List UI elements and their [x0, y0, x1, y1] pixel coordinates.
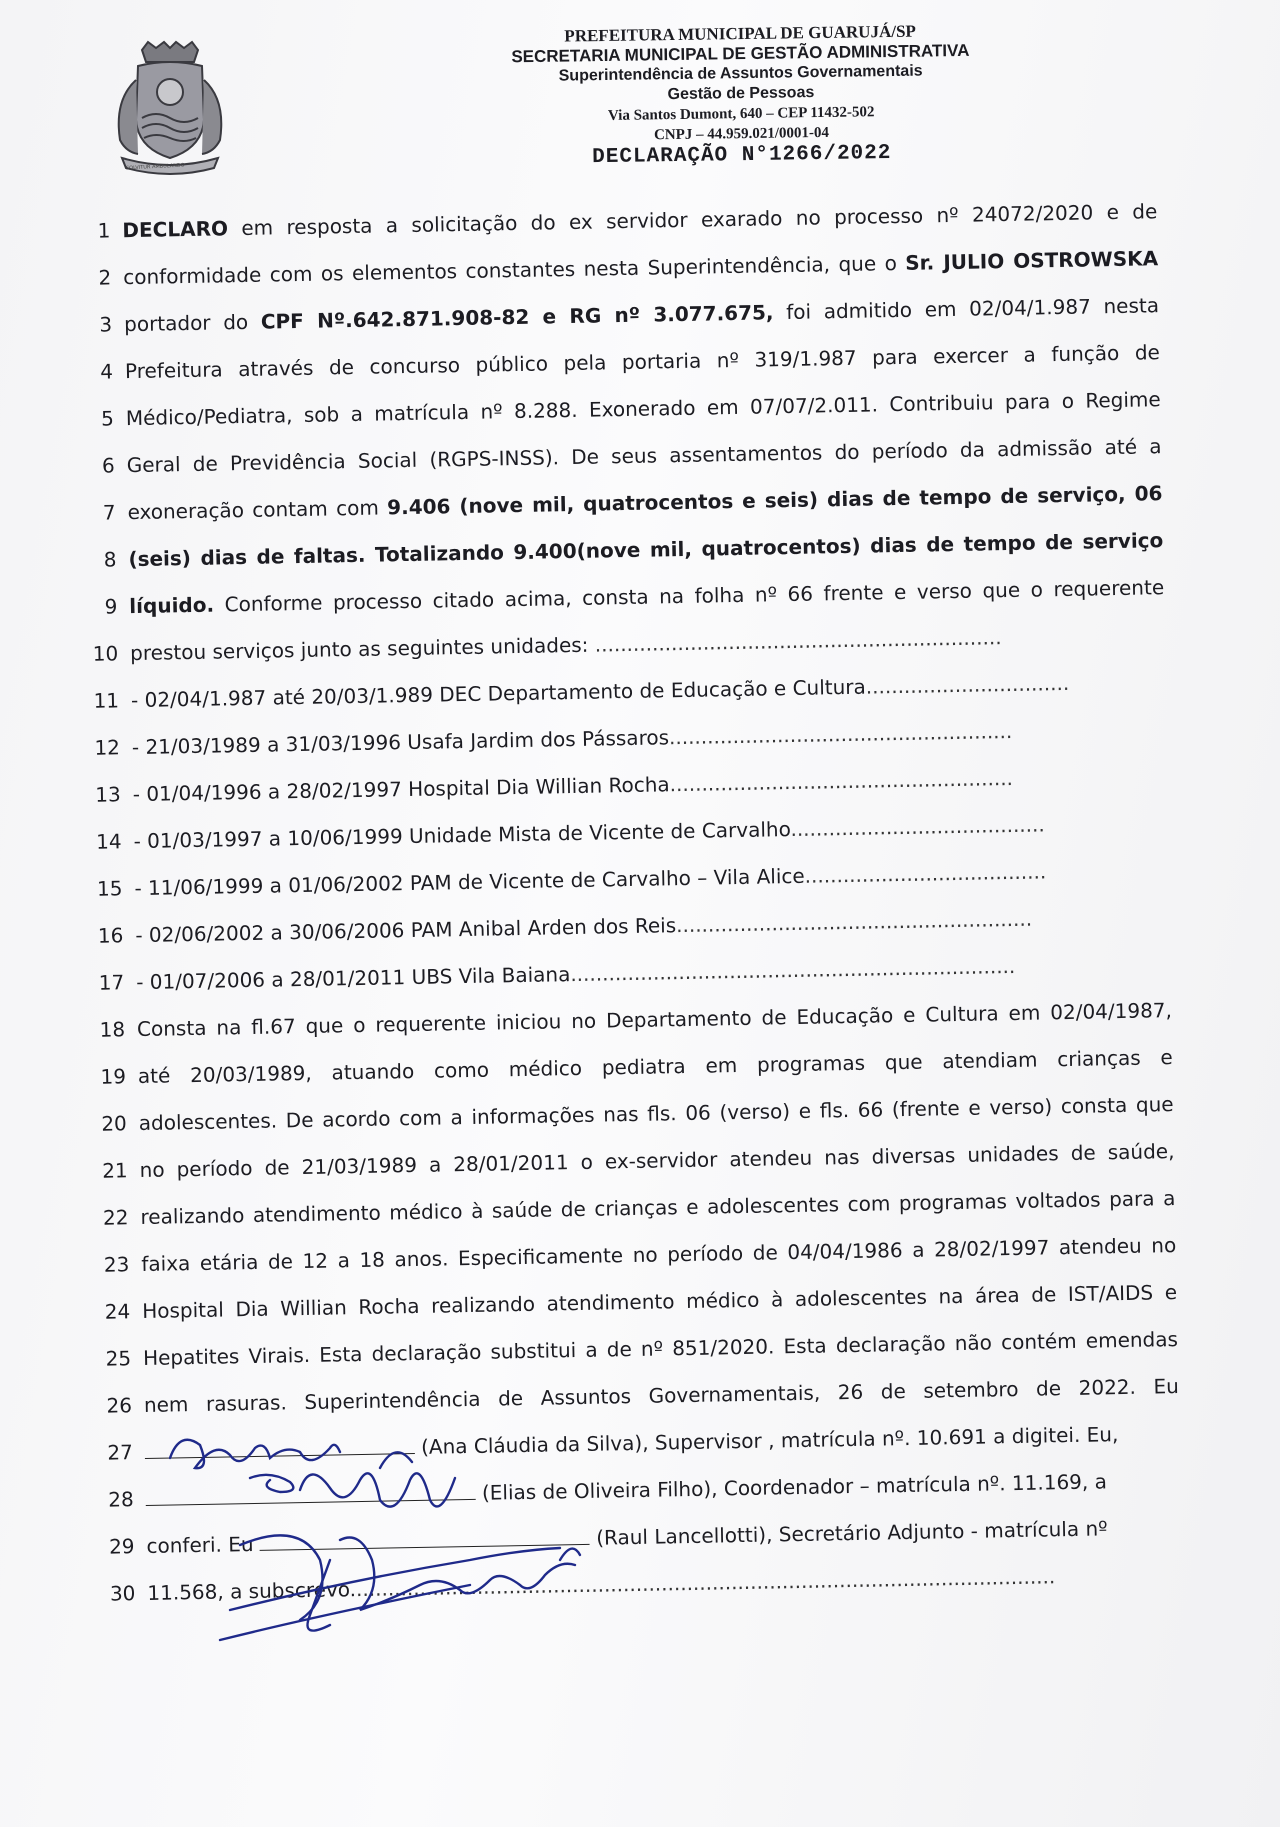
dotted-leader: ...................................................... — [668, 718, 1013, 750]
line-number: 5 — [100, 406, 115, 431]
letterhead-line-4: Gestão de Pessoas — [667, 84, 815, 104]
dotted-leader: ...................................................... — [669, 765, 1014, 797]
text-segment: - 01/07/2006 a 28/01/2011 UBS Vila Baiana — [135, 962, 571, 995]
line-number: 18 — [99, 1017, 126, 1042]
text-segment: Consta na fl.67 que o requerente iniciou no Departamento de Educação e Cultura em 02/04/1987, — [136, 998, 1173, 1042]
line-number: 30 — [109, 1581, 136, 1606]
bold-text: 9.406 (nove mil, quatrocentos e seis) dias de tempo de serviço, 06 — [386, 481, 1163, 520]
text-segment: Prefeitura através de concurso público pela portaria nº 319/1.987 para exercer a função de — [124, 340, 1161, 384]
text-segment: Hepatites Virais. Esta declaração substitui a de nº 851/2020. Esta declaração não contém emendas — [142, 1327, 1179, 1370]
signature-blank-line — [145, 1481, 475, 1506]
declaration-body — [78, 187, 1229, 1617]
line-number: 17 — [98, 970, 125, 995]
text-segment: foi admitido em 02/04/1.987 nesta — [773, 293, 1160, 325]
line-number: 1 — [97, 218, 111, 243]
line-number: 7 — [102, 500, 116, 525]
bold-text: Sr. JULIO OSTROWSKA — [905, 246, 1159, 275]
line-number: 14 — [95, 829, 122, 854]
text-segment: Geral de Previdência Social (RGPS-INSS). De seus assentamentos do período da admissão até a — [126, 434, 1162, 478]
text-segment: (Ana Cláudia da Silva), Supervisor , matrícula nº. 10.691 a digitei. Eu, — [414, 1422, 1119, 1460]
text-segment: (Elias de Oliveira Filho), Coordenador – matrícula nº. 11.169, a — [475, 1469, 1108, 1505]
letterhead-line-1: PREFEITURA MUNICIPAL DE GUARUJÁ/SP — [564, 21, 916, 46]
bold-text: DECLARO — [122, 216, 229, 243]
text-segment: - 01/04/1996 a 28/02/1997 Hospital Dia Willian Rocha — [132, 772, 670, 807]
line-number: 26 — [106, 1393, 133, 1418]
line-number: 29 — [108, 1534, 135, 1559]
line-number: 21 — [101, 1158, 128, 1183]
line-number: 19 — [100, 1064, 127, 1089]
dotted-leader: ........................................ — [790, 812, 1045, 842]
line-number: 27 — [107, 1440, 134, 1465]
line-number: 20 — [101, 1111, 128, 1136]
line-number: 6 — [101, 453, 115, 478]
letterhead-line-3: Superintendência de Assuntos Governamentais — [558, 62, 923, 85]
bold-text: CPF Nº.642.871.908-82 e RG nº 3.077.675, — [260, 300, 774, 334]
line-number: 23 — [103, 1252, 130, 1277]
line-number: 25 — [105, 1346, 132, 1371]
text-segment: no período de 21/03/1989 a 28/01/2011 o ex-servidor atendeu nas diversas unidades de saúde, — [139, 1139, 1175, 1183]
dotted-leader: ...................................... — [804, 859, 1047, 888]
text-segment: - 02/04/1.987 até 20/03/1.989 DEC Departamento de Educação e Cultura — [130, 674, 866, 713]
bold-text: líquido. — [129, 592, 215, 619]
text-segment: - 21/03/1989 a 31/03/1996 Usafa Jardim dos Pássaros — [131, 725, 670, 760]
text-segment: adolescentes. De acordo com a informações nas fls. 06 (verso) e fls. 66 (frente e verso) consta que — [138, 1092, 1174, 1136]
line-prefix: conferi. Eu — [146, 1531, 261, 1558]
text-segment: - 01/03/1997 a 10/06/1999 Unidade Mista de Vicente de Carvalho — [133, 817, 791, 854]
text-segment: faixa etária de 12 a 18 anos. Especificamente no período de 04/04/1986 a 28/02/1997 atendeu no — [141, 1233, 1177, 1277]
line-number: 22 — [102, 1205, 129, 1230]
text-segment: nem rasuras. Superintendência de Assuntos Governamentais, 26 de setembro de 2022. Eu — [143, 1374, 1179, 1417]
line-number: 24 — [104, 1299, 131, 1324]
signature-blank-line — [260, 1526, 590, 1551]
text-segment: exoneração contam com — [127, 495, 388, 525]
bold-text: (seis) dias de faltas. Totalizando 9.400(nove mil, quatrocentos) dias de tempo de serviço — [128, 528, 1164, 572]
text-segment: até 20/03/1989, atuando como médico pediatra em programas que atendiam crianças e — [137, 1045, 1173, 1089]
text-segment: - 02/06/2002 a 30/06/2006 PAM Anibal Arden dos Reis — [135, 913, 677, 948]
text-segment: prestou serviços junto as seguintes unidades: — [129, 632, 595, 666]
line-number: 2 — [98, 265, 112, 290]
text-segment: Médico/Pediatra, sob a matrícula nº 8.288. Exonerado em 07/07/2.011. Contribuiu para o Regime — [125, 387, 1161, 431]
line-number: 3 — [99, 312, 113, 337]
line-number: 11 — [93, 688, 120, 713]
document-title: DECLARAÇÃO N°1266/2022 — [592, 141, 892, 170]
line-number: 15 — [96, 876, 123, 901]
text-segment: (Raul Lancellotti), Secretário Adjunto - matrícula nº — [589, 1516, 1108, 1550]
text-segment: portador do — [123, 309, 262, 337]
line-number: 12 — [94, 735, 121, 760]
text-segment: realizando atendimento médico à saúde de crianças e adolescentes com programas voltados para a — [140, 1186, 1176, 1230]
text-segment: - 11/06/1999 a 01/06/2002 PAM de Vicente de Carvalho – Vila Alice — [134, 863, 805, 901]
line-number: 28 — [108, 1487, 134, 1512]
dotted-leader: ........................................................ — [675, 906, 1033, 938]
letterhead-line-2: SECRETARIA MUNICIPAL DE GESTÃO ADMINISTRATIVA — [511, 40, 970, 67]
line-number: 4 — [100, 359, 114, 384]
line-number: 10 — [92, 641, 119, 666]
text-segment: em resposta a solicitação do ex servidor exarado no processo nº 24072/2020 e de — [227, 199, 1158, 241]
crest-motto: SOLVITUR AMBULANDO — [125, 162, 185, 172]
line-number: 9 — [104, 594, 118, 619]
letterhead-address: Via Santos Dumont, 640 – CEP 11432-502 — [607, 104, 875, 124]
line-number: 8 — [103, 547, 117, 572]
letterhead-cnpj: CNPJ – 44.959.021/0001-04 — [653, 124, 830, 144]
dotted-leader: ................................ — [865, 670, 1070, 699]
text-segment: conformidade com os elementos constantes nesta Superintendência, que o — [123, 250, 906, 290]
letterhead — [460, 20, 1022, 170]
text-segment: Conforme processo citado acima, consta na folha nº 66 frente e verso que o requerente — [213, 575, 1165, 617]
text-segment: Hospital Dia Willian Rocha realizando atendimento médico à adolescentes na área de IST/AIDS e — [142, 1280, 1178, 1324]
municipal-crest-logo — [108, 40, 232, 182]
line-number: 13 — [95, 782, 121, 807]
signature-blank-line — [145, 1435, 415, 1459]
line-number: 16 — [97, 923, 124, 948]
dotted-leader: .............................................................................................................. — [355, 1564, 1056, 1602]
dotted-leader: ................................................................ — [594, 625, 1002, 657]
text-segment: 11.568, a subscrevo. — [147, 1577, 357, 1605]
dotted-leader: ...................................................................... — [570, 953, 1016, 987]
